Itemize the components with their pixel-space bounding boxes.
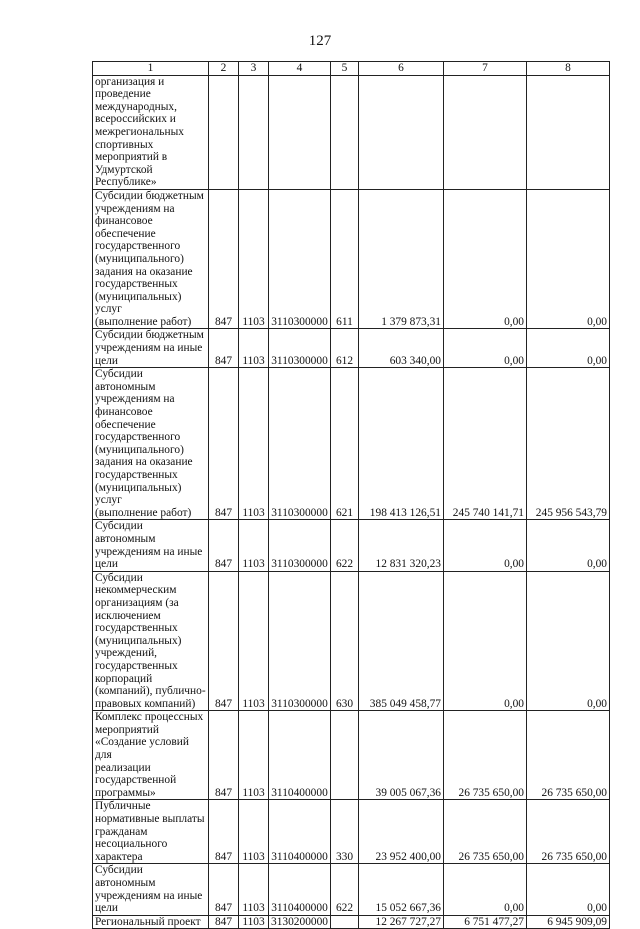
row-name-line: Региональный проект: [95, 915, 201, 928]
target-article-cell: 3110400000: [269, 864, 331, 915]
amount-year3-cell: 0,00: [527, 571, 610, 711]
row-name-line: государственных: [95, 278, 178, 291]
table-row: [93, 915, 610, 929]
row-name-line: организация и: [95, 75, 165, 88]
target-article-cell: 3110300000: [269, 329, 331, 368]
expense-type-cell: 330: [331, 800, 359, 864]
row-name-line: исключением: [95, 609, 161, 622]
amount-year3-cell: 26 735 650,00: [527, 711, 610, 800]
target-article-cell: 3130200000: [269, 915, 331, 929]
target-article-cell: 3110400000: [269, 711, 331, 800]
ministry-code-cell: 847: [209, 189, 239, 329]
table-row: [93, 571, 610, 711]
section-code-cell: 1103: [239, 520, 269, 571]
header-cell: 4: [269, 62, 331, 76]
row-name-line: «Создание условий для: [95, 736, 189, 762]
row-name-line: всероссийских и: [95, 113, 176, 126]
header-cell: 5: [331, 62, 359, 76]
row-name-cell: [93, 915, 209, 929]
target-article-cell: 3110300000: [269, 520, 331, 571]
expense-type-cell: 622: [331, 864, 359, 915]
header-cell: 8: [527, 62, 610, 76]
row-name-line: цели: [95, 354, 118, 367]
row-name-cell: [93, 864, 209, 915]
amount-year3-cell: [527, 75, 610, 189]
expense-type-cell: [331, 915, 359, 929]
header-cell: 2: [209, 62, 239, 76]
row-name-line: гражданам: [95, 825, 148, 838]
ministry-code-cell: 847: [209, 329, 239, 368]
ministry-code-cell: 847: [209, 571, 239, 711]
row-name-cell: [93, 189, 209, 329]
row-name-line: спортивных: [95, 138, 154, 151]
table-row: [93, 189, 610, 329]
amount-year3-cell: 26 735 650,00: [527, 800, 610, 864]
row-name-line: государственных: [95, 622, 178, 635]
table-row: [93, 800, 610, 864]
row-name-line: учреждениям на: [95, 393, 175, 406]
section-code-cell: 1103: [239, 189, 269, 329]
amount-year2-cell: 0,00: [444, 520, 527, 571]
row-name-line: (компаний), публично-: [95, 685, 206, 698]
amount-year2-cell: 0,00: [444, 864, 527, 915]
section-code-cell: [239, 75, 269, 189]
row-name-line: корпораций: [95, 672, 153, 685]
row-name-line: финансовое: [95, 406, 153, 419]
row-name-cell: [93, 800, 209, 864]
amount-year1-cell: 15 052 667,36: [359, 864, 444, 915]
header-cell: 1: [93, 62, 209, 76]
section-code-cell: 1103: [239, 329, 269, 368]
row-name-line: учреждениям на иные: [95, 889, 203, 902]
table-row: [93, 368, 610, 520]
amount-year1-cell: 603 340,00: [359, 329, 444, 368]
row-name-line: (муниципальных) услуг: [95, 481, 182, 507]
row-name-line: нормативные выплаты: [95, 813, 205, 826]
header-cell: 6: [359, 62, 444, 76]
ministry-code-cell: 847: [209, 368, 239, 520]
row-name-line: цели: [95, 902, 118, 915]
row-name-line: характера: [95, 850, 143, 863]
amount-year3-cell: 0,00: [527, 329, 610, 368]
row-name-cell: [93, 368, 209, 520]
ministry-code-cell: 847: [209, 800, 239, 864]
row-name-line: Субсидии автономным: [95, 368, 156, 393]
amount-year2-cell: [444, 75, 527, 189]
row-name-cell: [93, 75, 209, 189]
row-name-line: обеспечение: [95, 227, 156, 240]
row-name-line: несоциального: [95, 838, 168, 851]
amount-year1-cell: 12 831 320,23: [359, 520, 444, 571]
row-name-line: (муниципального): [95, 252, 184, 265]
expense-type-cell: 621: [331, 368, 359, 520]
table-row: [93, 329, 610, 368]
row-name-line: учреждениям на иные: [95, 545, 203, 558]
section-code-cell: 1103: [239, 711, 269, 800]
amount-year2-cell: 245 740 141,71: [444, 368, 527, 520]
expense-type-cell: 612: [331, 329, 359, 368]
amount-year2-cell: 6 751 477,27: [444, 915, 527, 929]
row-name-cell: [93, 329, 209, 368]
target-article-cell: 3110300000: [269, 368, 331, 520]
amount-year1-cell: 12 267 727,27: [359, 915, 444, 929]
row-name-line: Комплекс процессных: [95, 711, 204, 724]
table-row: [93, 520, 610, 571]
row-name-line: международных,: [95, 100, 177, 113]
header-cell: 3: [239, 62, 269, 76]
row-name-line: Республике»: [95, 176, 157, 189]
table-row: [93, 75, 610, 189]
header-row: [93, 62, 610, 76]
expense-type-cell: [331, 711, 359, 800]
target-article-cell: 3110400000: [269, 800, 331, 864]
row-name-line: (выполнение работ): [95, 506, 192, 519]
amount-year3-cell: 245 956 543,79: [527, 368, 610, 520]
row-name-line: проведение: [95, 88, 151, 101]
ministry-code-cell: 847: [209, 864, 239, 915]
row-name-line: межрегиональных: [95, 125, 184, 138]
row-name-line: программы»: [95, 786, 156, 799]
amount-year2-cell: 26 735 650,00: [444, 711, 527, 800]
row-name-line: мероприятий: [95, 723, 159, 736]
table-row: [93, 711, 610, 800]
amount-year2-cell: 26 735 650,00: [444, 800, 527, 864]
ministry-code-cell: 847: [209, 711, 239, 800]
target-article-cell: 3110300000: [269, 189, 331, 329]
amount-year3-cell: 0,00: [527, 520, 610, 571]
amount-year1-cell: [359, 75, 444, 189]
page-number: 127: [308, 33, 332, 49]
row-name-line: цели: [95, 558, 118, 571]
expense-type-cell: 622: [331, 520, 359, 571]
ministry-code-cell: 847: [209, 520, 239, 571]
row-name-line: (муниципальных): [95, 634, 182, 647]
section-code-cell: 1103: [239, 864, 269, 915]
row-name-line: задания на оказание: [95, 456, 193, 469]
row-name-line: учреждений,: [95, 647, 158, 660]
amount-year1-cell: 385 049 458,77: [359, 571, 444, 711]
row-name-line: Субсидии автономным: [95, 864, 156, 889]
row-name-line: государственного: [95, 240, 181, 253]
amount-year2-cell: 0,00: [444, 571, 527, 711]
row-name-line: Публичные: [95, 800, 151, 813]
row-name-line: правовых компаний): [95, 697, 196, 710]
expense-type-cell: [331, 75, 359, 189]
row-name-line: Субсидии бюджетным: [95, 329, 204, 342]
target-article-cell: 3110300000: [269, 571, 331, 711]
row-name-line: (муниципальных) услуг: [95, 290, 182, 316]
row-name-line: мероприятий в: [95, 151, 168, 164]
amount-year2-cell: 0,00: [444, 189, 527, 329]
amount-year1-cell: 39 005 067,36: [359, 711, 444, 800]
table-row: [93, 864, 610, 915]
row-name-line: организациям (за: [95, 596, 179, 609]
row-name-line: задания на оказание: [95, 265, 193, 278]
row-name-line: учреждениям на: [95, 202, 175, 215]
row-name-line: финансовое: [95, 215, 153, 228]
amount-year1-cell: 198 413 126,51: [359, 368, 444, 520]
row-name-line: Субсидии бюджетным: [95, 189, 204, 202]
row-name-line: государственных: [95, 469, 178, 481]
header-cell: 7: [444, 62, 527, 76]
row-name-line: государственной: [95, 774, 177, 787]
amount-year3-cell: 0,00: [527, 864, 610, 915]
row-name-line: реализации: [95, 761, 151, 774]
section-code-cell: 1103: [239, 368, 269, 520]
row-name-line: некоммерческим: [95, 584, 177, 597]
amount-year1-cell: 23 952 400,00: [359, 800, 444, 864]
row-name-cell: [93, 571, 209, 711]
row-name-cell: [93, 520, 209, 571]
expense-type-cell: 630: [331, 571, 359, 711]
row-name-line: обеспечение: [95, 418, 156, 431]
section-code-cell: 1103: [239, 915, 269, 929]
section-code-cell: 1103: [239, 800, 269, 864]
row-name-line: (муниципального): [95, 443, 184, 456]
row-name-line: государственного: [95, 431, 181, 444]
ministry-code-cell: 847: [209, 915, 239, 929]
section-code-cell: 1103: [239, 571, 269, 711]
ministry-code-cell: [209, 75, 239, 189]
row-name-line: Удмуртской: [95, 163, 153, 176]
row-name-cell: [93, 711, 209, 800]
target-article-cell: [269, 75, 331, 189]
row-name-line: государственных: [95, 659, 178, 672]
budget-table: [92, 61, 610, 929]
row-name-line: Субсидии: [95, 571, 143, 584]
row-name-line: (выполнение работ): [95, 315, 192, 328]
amount-year1-cell: 1 379 873,31: [359, 189, 444, 329]
amount-year2-cell: 0,00: [444, 329, 527, 368]
amount-year3-cell: 6 945 909,09: [527, 915, 610, 929]
row-name-line: Субсидии автономным: [95, 520, 156, 545]
expense-type-cell: 611: [331, 189, 359, 329]
row-name-line: учреждениям на иные: [95, 342, 203, 355]
amount-year3-cell: 0,00: [527, 189, 610, 329]
